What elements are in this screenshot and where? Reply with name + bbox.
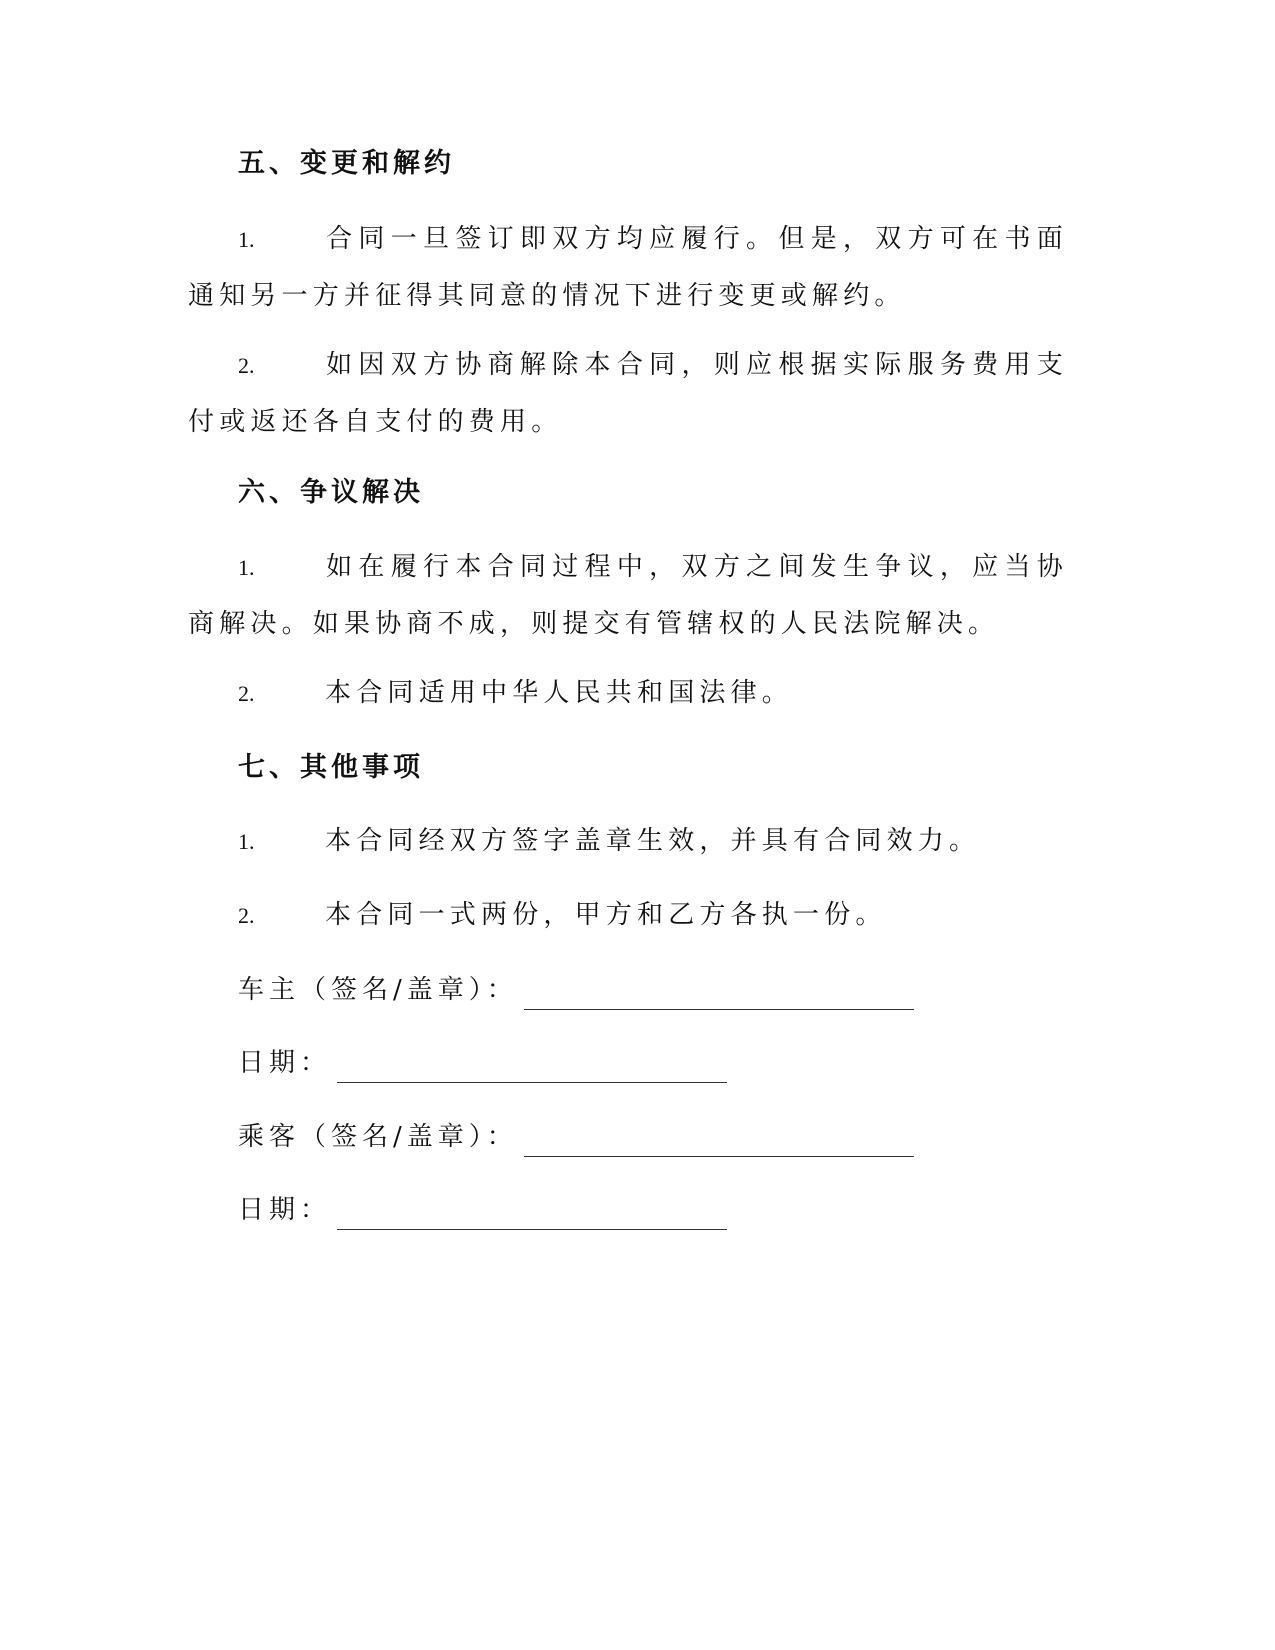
passenger-signature-line[interactable] (524, 1130, 914, 1157)
owner-date-line[interactable] (337, 1056, 727, 1083)
clause-number: 2. (238, 353, 255, 378)
passenger-signature-row (238, 1117, 914, 1157)
owner-date-row (238, 1043, 727, 1083)
passenger-date-label: 日期： (238, 1195, 332, 1225)
clause-number: 2. (238, 681, 255, 706)
clause-6-1 (188, 539, 1068, 652)
passenger-date-row (238, 1190, 727, 1230)
clause-text: 本合同适用中华人民共和国法律。 (325, 678, 794, 708)
clause-7-2 (188, 887, 1068, 944)
clause-5-2 (188, 337, 1068, 450)
owner-date-label: 日期： (238, 1048, 332, 1078)
clause-number: 1. (238, 829, 255, 854)
clause-6-2 (188, 665, 1068, 722)
clause-text: 本合同经双方签字盖章生效，并具有合同效力。 (325, 826, 981, 856)
clause-number: 2. (238, 903, 255, 928)
section-heading-6: 六、争议解决 (238, 477, 424, 508)
clause-text: 如在履行本合同过程中，双方之间发生争议，应当协商解决。如果协商不成，则提交有管辖权的人民法院解决。 (188, 552, 1068, 639)
section-heading-5: 五、变更和解约 (238, 148, 455, 179)
clause-5-1 (188, 211, 1068, 324)
clause-text: 合同一旦签订即双方均应履行。但是，双方可在书面通知另一方并征得其同意的情况下进行变更或解约。 (188, 224, 1068, 311)
owner-signature-label: 车主（签名/盖章）： (238, 975, 518, 1005)
owner-signature-line[interactable] (524, 983, 914, 1010)
section-heading-7: 七、其他事项 (238, 752, 424, 783)
clause-text: 本合同一式两份，甲方和乙方各执一份。 (325, 900, 887, 930)
clause-number: 1. (238, 227, 255, 252)
passenger-date-line[interactable] (337, 1203, 727, 1230)
clause-text: 如因双方协商解除本合同，则应根据实际服务费用支付或返还各自支付的费用。 (188, 350, 1068, 437)
passenger-signature-label: 乘客（签名/盖章）： (238, 1122, 518, 1152)
owner-signature-row (238, 970, 914, 1010)
clause-number: 1. (238, 555, 255, 580)
clause-7-1 (188, 813, 1068, 870)
